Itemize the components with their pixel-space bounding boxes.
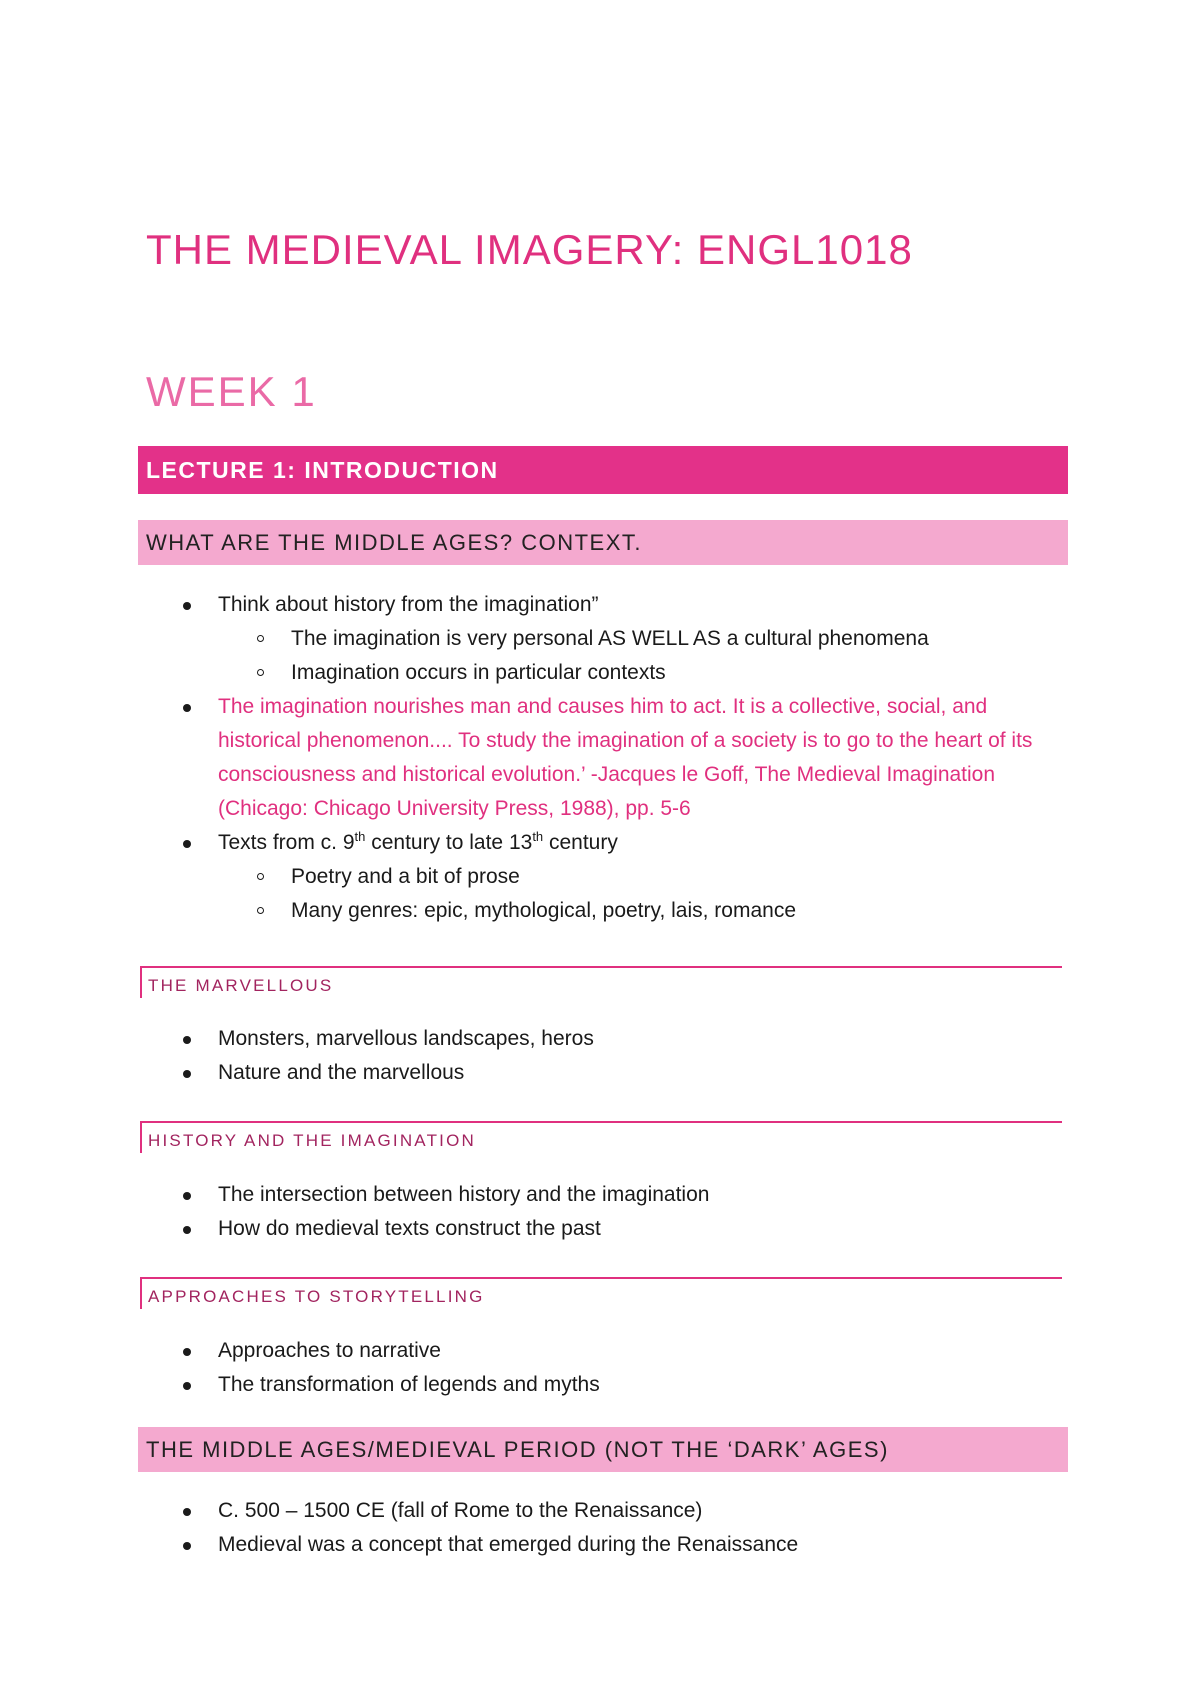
section-heading-middle-ages: WHAT ARE THE MIDDLE AGES? CONTEXT. [138,520,1068,565]
list-item: Approaches to narrative [0,1334,1200,1368]
period-list [0,1494,1200,1562]
section-heading-medieval-period: THE MIDDLE AGES/MEDIEVAL PERIOD (NOT THE ‘DARK’ AGES) [138,1427,1068,1472]
document-title: THE MEDIEVAL IMAGERY: ENGL1018 [146,226,913,273]
week-heading: WEEK 1 [146,368,317,415]
list-item: Imagination occurs in particular contexts [0,656,1200,690]
history-list [0,1178,1200,1246]
list-item: How do medieval texts construct the past [0,1212,1200,1246]
list-item: The imagination is very personal AS WELL AS a cultural phenomena [0,622,1200,656]
list-item: Texts from c. 9th century to late 13th century [0,826,1200,860]
list-item: Many genres: epic, mythological, poetry, lais, romance [0,894,1200,928]
list-item: Poetry and a bit of prose [0,860,1200,894]
lecture-heading: LECTURE 1: INTRODUCTION [138,446,1068,494]
list-item: The intersection between history and the imagination [0,1178,1200,1212]
storytelling-list [0,1334,1200,1402]
list-item: The transformation of legends and myths [0,1368,1200,1402]
subheading-storytelling: APPROACHES TO STORYTELLING [140,1277,1062,1309]
subheading-history: HISTORY AND THE IMAGINATION [140,1121,1062,1153]
list-item: Think about history from the imagination” [0,588,1200,622]
list-item: Nature and the marvellous [0,1056,1200,1090]
list-item: Monsters, marvellous landscapes, heros [0,1022,1200,1056]
quote-list-item: The imagination nourishes man and causes him to act. It is a collective, social, and historical phenomenon.... To study the imagination of a society is to go to the heart of its consciousness and historical evolution.’ -Jacques le Goff, The Medieval Imagination (Chicago: Chicago University Press, 1988), pp. 5-6 [0,690,1048,826]
subheading-marvellous: THE MARVELLOUS [140,966,1062,998]
marvellous-list [0,1022,1200,1090]
list-item: C. 500 – 1500 CE (fall of Rome to the Renaissance) [0,1494,1200,1528]
section1-list [0,588,1200,928]
list-item: Medieval was a concept that emerged during the Renaissance [0,1528,1200,1562]
